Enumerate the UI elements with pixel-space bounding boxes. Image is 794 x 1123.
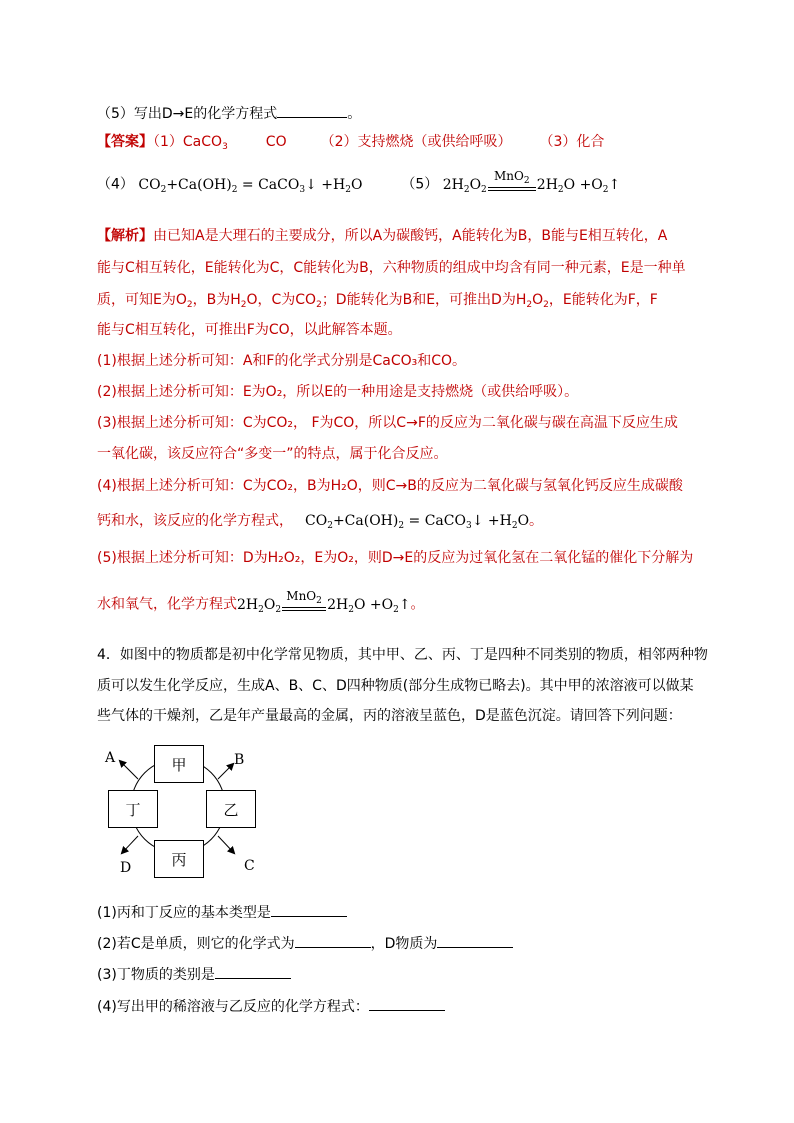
- answer-1b: CO: [265, 134, 287, 150]
- q4-line-3: 些气体的干燥剂，乙是年产量最高的金属，丙的溶液呈蓝色，D是蓝色沉淀。请回答下列问题：: [97, 708, 682, 724]
- q5-prompt: [97, 103, 361, 124]
- analysis-text-1: 由已知A是大理石的主要成分，所以A为碳酸钙，A能转化为B，B能与E相互转化，A: [153, 228, 668, 244]
- arrow-c: [218, 836, 234, 853]
- q4-sub-2: [97, 933, 513, 954]
- analysis-point-4b: 钙和水，该反应的化学方程式， $CO_2+Ca(OH)_2$ = CaCO$_3$↓ $+H_2O$。: [97, 513, 544, 531]
- label-c: C: [244, 858, 255, 874]
- q4-sub-1-text: (1)丙和丁反应的基本类型是: [97, 905, 271, 921]
- q4-line-1: 4．如图中的物质都是初中化学常见物质，其中甲、乙、丙、丁是四种不同类别的物质，相邻两种物: [97, 647, 708, 663]
- q4-sub-4-text: (4)写出甲的稀溶液与乙反应的化学方程式：: [97, 999, 369, 1015]
- label-b: B: [234, 752, 245, 768]
- label-a: A: [105, 750, 116, 766]
- answer-1: （1）CaCO: [153, 134, 223, 150]
- analysis-3e: O: [532, 292, 544, 308]
- analysis-point-1: (1)根据上述分析可知：A和F的化学式分别是CaCO₃和CO。: [97, 353, 467, 369]
- answer-4-label: （4）: [97, 176, 134, 193]
- blank-2b: [437, 933, 513, 948]
- blank-3: [215, 964, 291, 979]
- q5-text: （5）写出D→E的化学方程式: [97, 106, 278, 122]
- analysis-point-3a: (3)根据上述分析可知：C为CO₂， F为CO，所以C→F的反应为二氧化碳与碳在高温下反应生成: [97, 415, 678, 431]
- answer-blank: [277, 103, 347, 118]
- answer-1-sub: 3: [222, 142, 228, 152]
- answer-line: [97, 132, 604, 157]
- equation-4-repeat: $CO_2+Ca(OH)_2$ = CaCO$_3$↓ $+H_2O$: [305, 513, 530, 531]
- blank-1: [271, 902, 347, 917]
- arrow-b: [218, 764, 233, 779]
- q4-sub-4: [97, 996, 445, 1017]
- answer-tag: 【答案】: [97, 134, 153, 150]
- analysis-point-3b: 一氧化碳，该反应符合“多变一”的特点，属于化合反应。: [97, 446, 448, 462]
- reaction-diagram: [100, 740, 280, 880]
- analysis-3c: O，C为CO: [246, 292, 317, 308]
- blank-2a: [295, 933, 371, 948]
- analysis-5b-text: 水和氧气，化学方程式: [97, 596, 237, 613]
- analysis-line-1: [97, 226, 667, 246]
- answer-2: （2）支持燃烧（或供给呼吸）: [320, 134, 512, 150]
- answer-5-label: （5）: [401, 176, 439, 193]
- analysis-line-2: 能与C相互转化，E能转化为C，C能转化为B，六种物质的组成中均含有同一种元素，E是一种单: [97, 260, 686, 276]
- catalyst: MnO: [493, 169, 524, 183]
- q4-sub-1: [97, 902, 347, 923]
- analysis-line-4: 能与C相互转化，可推出F为CO，以此解答本题。: [97, 322, 402, 338]
- answer-equations: [97, 170, 620, 200]
- q4-line-2: 质可以发生化学反应，生成A、B、C、D四种物质(部分生成物已略去)。其中甲的浓溶液可以做某: [97, 678, 694, 694]
- analysis-tag: 【解析】: [97, 228, 153, 244]
- answer-3: （3）化合: [539, 134, 605, 150]
- equation-5: $2H_2O_2$ MnO$_2$ $2H_2O$ $+O_2↑$: [442, 169, 621, 195]
- equation-5-repeat: $2H_2O_2$ MnO$_2$ $2H_2O$ $+O_2↑$: [237, 589, 411, 615]
- q4-sub-2b-text: ，D物质为: [370, 936, 438, 952]
- blank-4: [369, 996, 445, 1011]
- analysis-point-4a: (4)根据上述分析可知：C为CO₂，B为H₂O，则C→B的反应为二氧化碳与氢氧化钙反应生成碳酸: [97, 478, 683, 494]
- analysis-3d: ；D能转化为B和E，可推出D为H: [321, 292, 527, 308]
- analysis-3f: ，E能转化为F，F: [548, 292, 658, 308]
- analysis-point-5a: (5)根据上述分析可知：D为H₂O₂，E为O₂，则D→E的反应为过氧化氢在二氧化锰的催化下分解为: [97, 550, 694, 566]
- analysis-point-2: (2)根据上述分析可知：E为O₂，所以E的一种用途是支持燃烧（或供给呼吸）。: [97, 384, 579, 400]
- analysis-3a: 质，可知E为O: [97, 292, 187, 308]
- analysis-3b: ，B为H: [192, 292, 241, 308]
- box-bing: 丙: [154, 840, 204, 878]
- analysis-point-5b: 水和氧气，化学方程式$2H_2O_2$ MnO$_2$ $2H_2O$ $+O_2↑$。: [97, 589, 425, 615]
- box-ding: 丁: [108, 790, 158, 828]
- q4-sub-2a-text: (2)若C是单质，则它的化学式为: [97, 936, 295, 952]
- equation-4: $CO_2+Ca(OH)_2$ = CaCO$_3$↓ $+H_2O$: [138, 176, 363, 195]
- label-d: D: [120, 860, 132, 876]
- catalyst-sub: 2: [523, 176, 530, 186]
- arrow-d: [122, 836, 138, 853]
- q4-sub-3-text: (3)丁物质的类别是: [97, 967, 215, 983]
- q4-sub-3: [97, 964, 291, 985]
- analysis-line-3: 质，可知E为$O_2$，B为$H_2O$，C为$CO_2$；D能转化为B和E，可推出D为$H_2O_2$，E能转化为F，F: [97, 292, 658, 310]
- box-yi: 乙: [206, 790, 256, 828]
- box-jia: 甲: [154, 745, 204, 783]
- analysis-4b-text: 钙和水，该反应的化学方程式，: [97, 513, 293, 529]
- q5-end: 。: [347, 106, 362, 122]
- arrow-a: [120, 761, 138, 779]
